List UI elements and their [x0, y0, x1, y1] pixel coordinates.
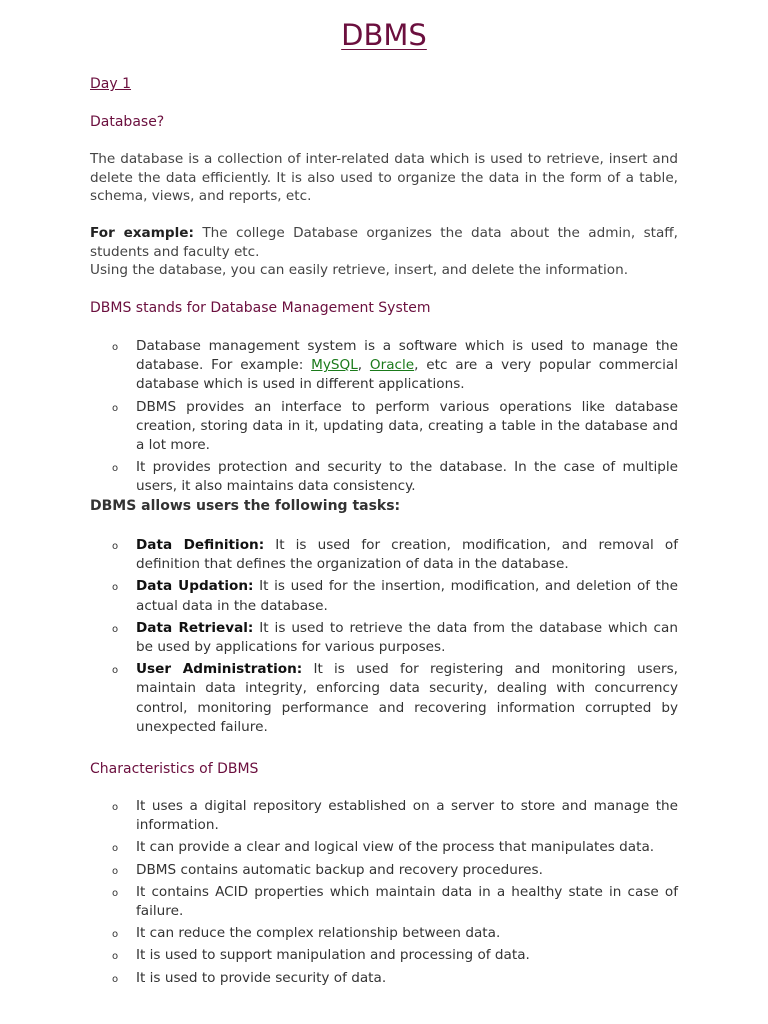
mysql-link[interactable]: MySQL [311, 357, 358, 374]
oracle-link[interactable]: Oracle [369, 357, 415, 374]
example-label: For example: [90, 225, 194, 241]
day-label: Day 1 [90, 76, 132, 92]
bullet-icon: o [112, 541, 119, 552]
example-text: The college Database organizes the data about the admin, staff, students and faculty etc. [90, 225, 678, 260]
tasks-list [90, 536, 678, 740]
bullet-icon: o [112, 463, 119, 475]
list-item: o It uses a digital repository established on a server to store and manage the information. [112, 798, 678, 834]
list-item: o Database management system is a software which is used to manage the database. For example: MySQL, Oracle, etc are a very popular commercial database which is used in different applications. [112, 338, 678, 393]
bullet-icon: o [112, 843, 119, 855]
example-line2: Using the database, you can easily retrieve, insert, and delete the information. [90, 262, 629, 279]
list-item: o Data Retrieval: It is used to retrieve the data from the database which can be used by applications for various purposes. [112, 619, 678, 656]
list-item: o It can provide a clear and logical view of the process that manipulates data. [90, 838, 678, 857]
example-paragraph [90, 224, 678, 280]
characteristics-list [90, 797, 678, 991]
bullet-icon: o [112, 623, 119, 635]
bullet-icon: o [112, 802, 119, 813]
bullet-icon: o [112, 951, 119, 963]
list-item: o DBMS contains automatic backup and recovery procedures. [90, 861, 678, 880]
dbms-heading: DBMS stands for Database Management System [90, 300, 431, 316]
bullet-icon: o [112, 929, 119, 941]
bullet-icon: o [112, 973, 119, 985]
list-item: o It can reduce the complex relationship between data. [90, 924, 678, 943]
bullet-icon: o [112, 865, 119, 877]
list-item: o It contains ACID properties which maintain data in a healthy state in case of failure. [112, 883, 678, 920]
list-item: o Data Updation: It is used for the insertion, modification, and deletion of the actual data in the database. [112, 578, 678, 614]
bullet-icon: o [112, 582, 119, 594]
intro-paragraph: The database is a collection of inter-related data which is used to retrieve, insert and delete the data efficiently. It is also used to organize the data in the form of a table, schema, views, and reports, etc. [90, 151, 678, 205]
bullet-icon: o [112, 665, 119, 677]
characteristics-heading: Characteristics of DBMS [90, 761, 259, 777]
list-item: o User Administration: It is used for registering and monitoring users, maintain data integrity, enforcing data security, dealing with concurrency control, monitoring performance and recovering information corrupted by unexpected failure. [112, 661, 678, 735]
bullet-icon: o [112, 342, 119, 353]
document-title: DBMS [341, 18, 427, 52]
list-item: o Data Definition: It is used for creation, modification, and removal of definition that defines the organization of data in the database. [112, 537, 678, 573]
bullet-icon: o [112, 887, 119, 899]
dbms-points-list [90, 337, 678, 500]
list-item: o It is used to provide security of data. [90, 969, 678, 988]
list-item: o DBMS provides an interface to perform various operations like database creation, storing data in it, updating data, creating a table in the database and a lot more. [112, 398, 678, 454]
list-item: o It is used to support manipulation and processing of data. [90, 946, 678, 965]
database-heading: Database? [90, 114, 165, 130]
list-item: o It provides protection and security to the database. In the case of multiple users, it also maintains data consistency. [112, 459, 678, 495]
bullet-icon: o [112, 402, 119, 414]
tasks-heading: DBMS allows users the following tasks: [90, 498, 401, 514]
